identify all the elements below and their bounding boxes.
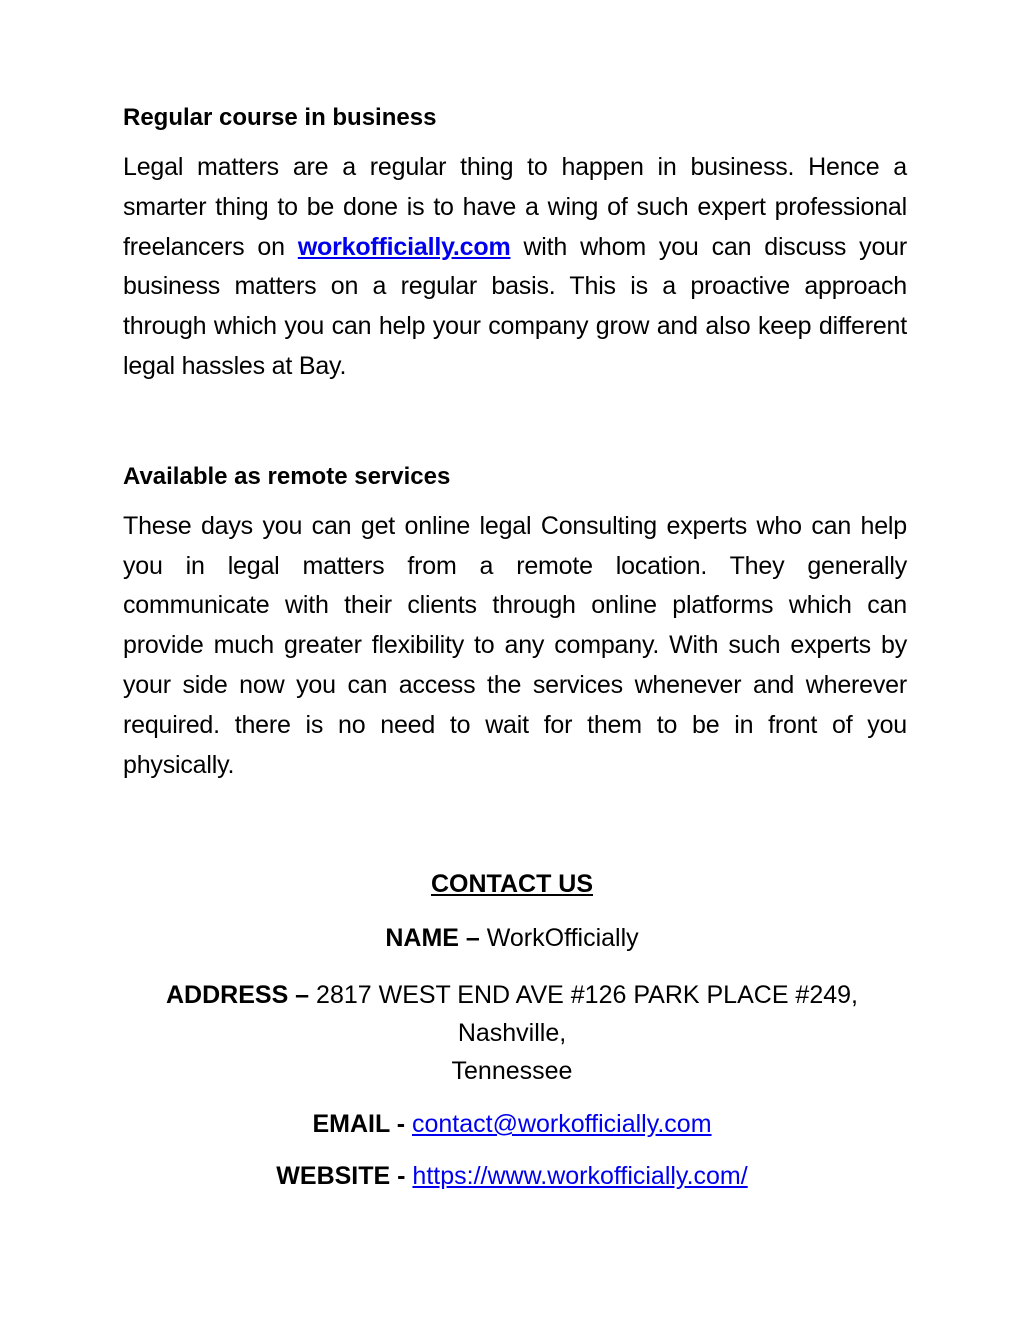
website-link[interactable]: https://www.workofficially.com/ <box>412 1162 748 1190</box>
address-line-1 <box>0 976 1024 1014</box>
section-spacer <box>123 387 907 457</box>
address-line-3: Tennessee <box>451 1057 573 1085</box>
address-label: ADDRESS – <box>166 981 310 1009</box>
contact-address <box>0 976 1024 1090</box>
contact-email <box>0 1106 1024 1142</box>
section-heading-regular-course: Regular course in business <box>123 104 437 131</box>
document-body <box>123 98 907 785</box>
paragraph-text: with whom you can discuss your business matters on a regular basis. This is a proactive approach through which you can help your company grow and also keep different legal hassles at Bay. <box>123 232 908 380</box>
contact-title: CONTACT US <box>430 870 594 898</box>
address-value-1: 2817 WEST END AVE #126 PARK PLACE #249, <box>309 981 858 1009</box>
website-label: WEBSITE - <box>276 1162 406 1190</box>
workofficially-link[interactable]: workofficially.com <box>297 232 511 261</box>
section-heading-remote-services: Available as remote services <box>123 462 451 490</box>
address-line-2: Nashville, <box>457 1019 567 1047</box>
name-label: NAME – <box>385 924 480 952</box>
email-link[interactable]: contact@workofficially.com <box>411 1110 712 1138</box>
name-value: WorkOfficially <box>479 924 639 952</box>
contact-website <box>0 1158 1024 1194</box>
section-paragraph-remote-services: These days you can get online legal Consulting experts who can help you in legal matters from a remote location. They generally communicate with their clients through online platforms which can provide much greater flexibility to any company. With such experts by your side now you can access the services whenever and wherever required. there is no need to wait for them to be in front of you physically. <box>123 511 907 779</box>
contact-block <box>0 864 1024 1194</box>
contact-name <box>0 920 1024 956</box>
section-paragraph-regular-course <box>123 148 907 387</box>
email-label: EMAIL - <box>312 1110 406 1138</box>
paragraph-text: Legal matters are a regular thing to happen in business. Hence a smarter thing to be done is to have a wing of such expert professional freelancers on <box>123 153 907 261</box>
